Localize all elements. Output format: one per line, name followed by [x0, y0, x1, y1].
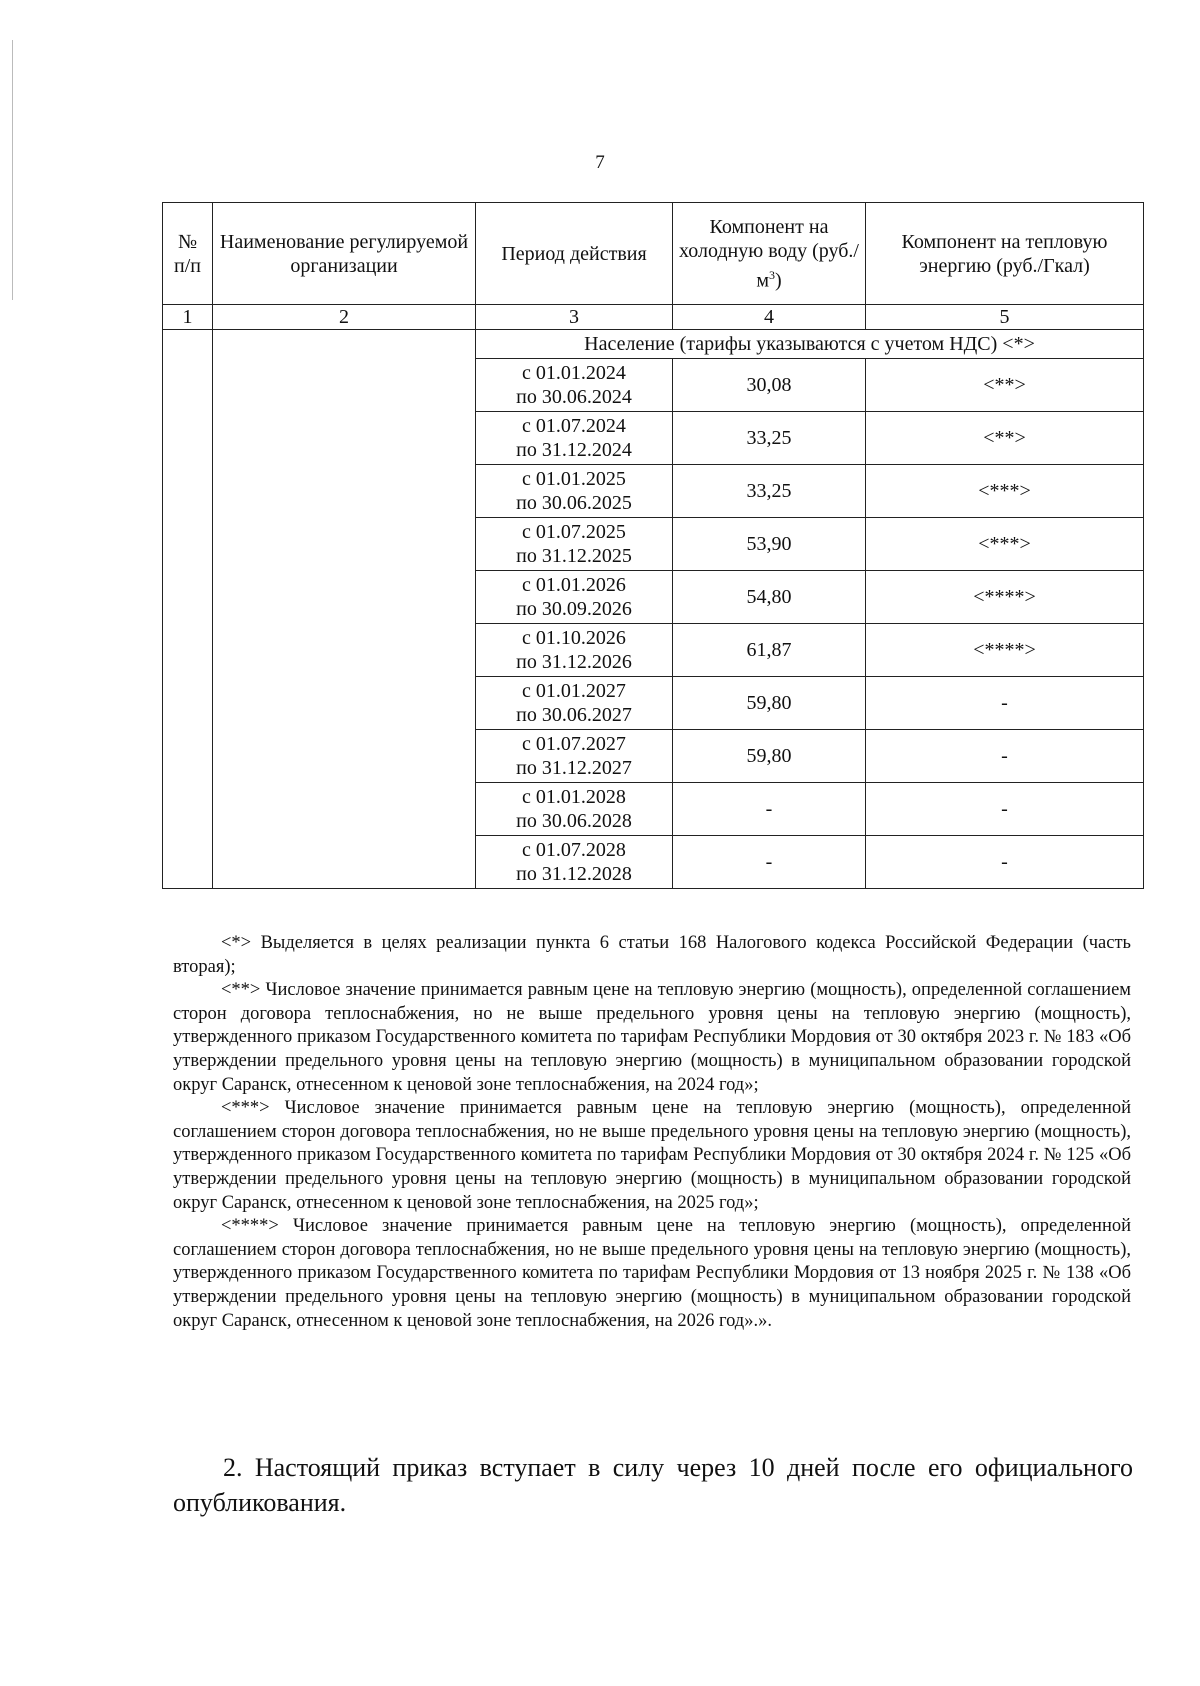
header-number: № п/п: [163, 203, 213, 305]
page-number: 7: [595, 152, 605, 173]
clause-2: [173, 1450, 1133, 1520]
footnotes: [173, 932, 1131, 1333]
period-cell: с 01.01.2026 по 30.09.2026: [476, 571, 673, 624]
footnote-2: <**> Числовое значение принимается равным цене на тепловую энергию (мощность), определенной соглашением сторон договора теплоснабжения, но не выше предельного уровня цены на тепловую энергию (мощность), утвержденного приказом Государственного комитета по тарифам Республики Мордовия от 30 октября 2023 г. № 183 «Об утверждении предельного уровня цены на тепловую энергию (мощность) в муниципальном образовании городской округ Саранск, отнесенном к ценовой зоне теплоснабжения, на 2024 год»;: [173, 980, 1131, 1095]
heat-value: <***>: [866, 465, 1144, 518]
column-number-row: [163, 305, 1144, 330]
period-cell: с 01.07.2028 по 31.12.2028: [476, 836, 673, 889]
header-period: Период действия: [476, 203, 673, 305]
period-cell: с 01.01.2024 по 30.06.2024: [476, 359, 673, 412]
cold-water-value: -: [673, 836, 866, 889]
cold-water-value: 54,80: [673, 571, 866, 624]
cold-water-value: 30,08: [673, 359, 866, 412]
period-cell: с 01.07.2027 по 31.12.2027: [476, 730, 673, 783]
organization-cell: [213, 330, 476, 889]
cold-water-value: 61,87: [673, 624, 866, 677]
clause-text: 2. Настоящий приказ вступает в силу через 10 дней после его официального опубликования.: [173, 1453, 1133, 1517]
cold-water-value: 33,25: [673, 465, 866, 518]
footnote-1: <*> Выделяется в целях реализации пункта 6 статьи 168 Налогового кодекса Российской Федерации (часть вторая);: [173, 933, 1131, 977]
heat-value: -: [866, 836, 1144, 889]
period-cell: с 01.01.2027 по 30.06.2027: [476, 677, 673, 730]
column-number: 5: [866, 305, 1144, 330]
column-number: 3: [476, 305, 673, 330]
heat-value: -: [866, 730, 1144, 783]
footnote-4: <****> Числовое значение принимается равным цене на тепловую энергию (мощность), определенной соглашением сторон договора теплоснабжения, но не выше предельного уровня цены на тепловую энергию (мощность), утвержденного приказом Государственного комитета по тарифам Республики Мордовия от 13 ноября 2025 г. № 138 «Об утверждении предельного уровня цены на тепловую энергию (мощность) в муниципальном образовании городской округ Саранск, отнесенном к ценовой зоне теплоснабжения, на 2026 год».».: [173, 1216, 1131, 1331]
period-cell: с 01.07.2025 по 31.12.2025: [476, 518, 673, 571]
cold-water-value: 33,25: [673, 412, 866, 465]
cold-water-value: 53,90: [673, 518, 866, 571]
heat-value: -: [866, 783, 1144, 836]
header-cold-water: Компонент на холодную воду $(руб./м^3)$: [673, 203, 866, 305]
header-heat: Компонент на тепловую энергию (руб./Гкал): [866, 203, 1144, 305]
cold-water-value: -: [673, 783, 866, 836]
heat-value: <***>: [866, 518, 1144, 571]
heat-value: -: [866, 677, 1144, 730]
header-organization: Наименование регулируемой организации: [213, 203, 476, 305]
column-number: 2: [213, 305, 476, 330]
footnote-3: <***> Числовое значение принимается равным цене на тепловую энергию (мощность), определенной соглашением сторон договора теплоснабжения, но не выше предельного уровня цены на тепловую энергию (мощность), утвержденного приказом Государственного комитета по тарифам Республики Мордовия от 30 октября 2024 г. № 125 «Об утверждении предельного уровня цены на тепловую энергию (мощность) в муниципальном образовании городской округ Саранск, отнесенном к ценовой зоне теплоснабжения, на 2025 год»;: [173, 1098, 1131, 1213]
heat-value: <****>: [866, 571, 1144, 624]
heat-value: <**>: [866, 412, 1144, 465]
group-label: Население (тарифы указываются с учетом НДС) <*>: [476, 330, 1144, 359]
cold-water-value: 59,80: [673, 677, 866, 730]
number-cell: [163, 330, 213, 889]
column-number: 4: [673, 305, 866, 330]
cold-water-value: 59,80: [673, 730, 866, 783]
heat-value: <****>: [866, 624, 1144, 677]
column-number: 1: [163, 305, 213, 330]
tariff-table: [162, 202, 1144, 889]
period-cell: с 01.01.2025 по 30.06.2025: [476, 465, 673, 518]
period-cell: с 01.07.2024 по 31.12.2024: [476, 412, 673, 465]
heat-value: <**>: [866, 359, 1144, 412]
period-cell: с 01.10.2026 по 31.12.2026: [476, 624, 673, 677]
period-cell: с 01.01.2028 по 30.06.2028: [476, 783, 673, 836]
